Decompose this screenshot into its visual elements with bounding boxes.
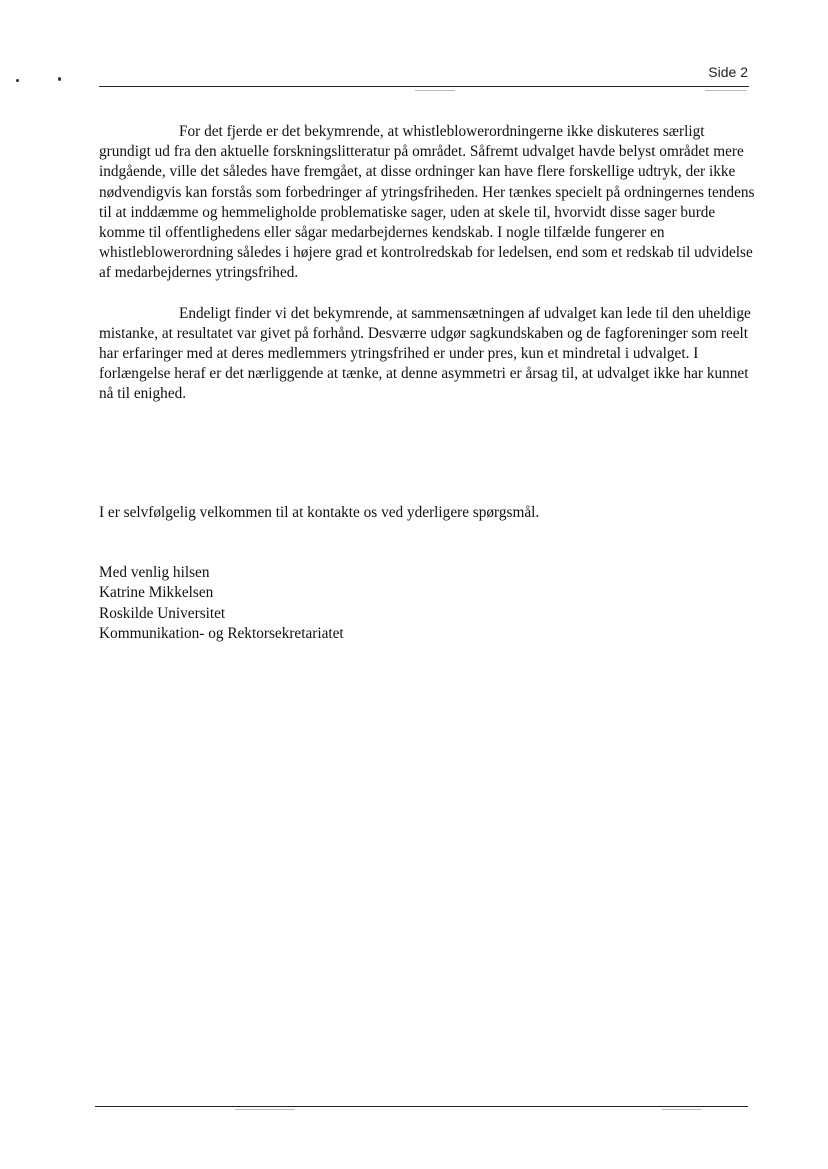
scan-speck xyxy=(58,77,61,81)
greeting: Med venlig hilsen xyxy=(99,564,210,581)
paragraph: Endeligt finder vi det bekymrende, at sammensætningen af udvalget kan lede til den uheldige mistanke, at resultatet var givet på forhånd. Desværre udgør sagkundskaben og de fagforeninger som reelt har erfaringer med at deres medlemmers ytringsfrihed er under pres, kun et mindretal i udvalget. I forlængelse heraf er det nærliggende at tænke, at denne asymmetri er årsag til, at udvalget ikke har kunnet nå til enighed. xyxy=(99,304,751,403)
signer-organization: Roskilde Universitet xyxy=(99,604,226,622)
signer-department: Kommunikation- og Rektorsekretariatet xyxy=(99,624,344,642)
header-rule-shadow xyxy=(415,90,455,91)
header-rule xyxy=(99,86,749,87)
paragraph: For det fjerde er det bekymrende, at whistleblowerordningerne ikke diskuteres særligt grundigt ud fra den aktuelle forskningslitteratur på området. Såfremt udvalget havde belyst området mere indgående, ville det således have fremgået, at disse ordninger kan have flere forskellige udtryk, der ikke nødvendigvis kan forstås som forbedringer af ytringsfriheden. Her tænkes specielt på ordningernes tendens til at inddæmme og hemmeligholde problematiske sager, uden at skele til, hvorvidt disse sager burde komme til offentlighedens eller sågar medarbejdernes kendskab. I nogle tilfælde fungerer en whistleblowerordning således i højere grad et kontrolredskab for ledelsen, end som et redskab til udvidelse af medarbejdernes ytringsfrihed. xyxy=(99,123,755,282)
page-number: Side 2 xyxy=(708,64,748,80)
scan-speck xyxy=(16,79,19,82)
footer-rule xyxy=(95,1106,748,1107)
footer-rule-shadow xyxy=(662,1109,702,1110)
footer-rule-shadow xyxy=(235,1109,295,1110)
signer-name: Katrine Mikkelsen xyxy=(99,584,214,602)
signature-block xyxy=(99,563,344,644)
letter-body xyxy=(99,122,755,405)
closing-sentence: I er selvfølgelig velkommen til at kontakte os ved yderligere spørgsmål. xyxy=(99,504,540,521)
header-rule-shadow xyxy=(705,90,747,91)
